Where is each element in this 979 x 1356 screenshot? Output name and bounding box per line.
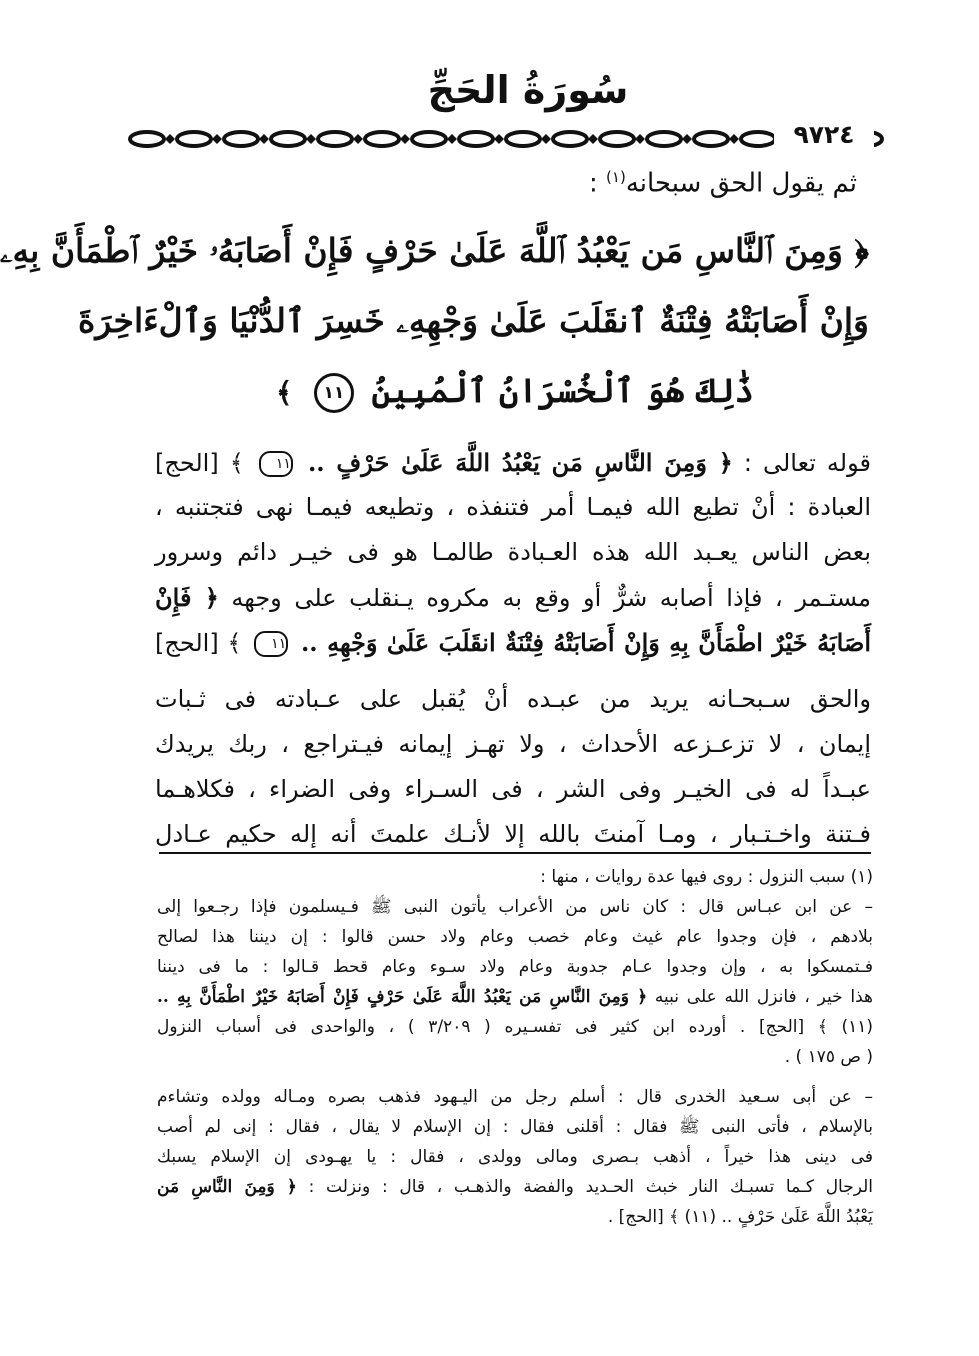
- ornament-diamond: [353, 134, 363, 144]
- intro-colon: :: [589, 168, 598, 199]
- body-line: فـتنة واخـتـبار ، ومـا آمنتَ بالله إلا لأنـك علمتَ أنه إله حكيم عـادل: [155, 820, 871, 848]
- ornament-link: [271, 132, 305, 146]
- ornament-link: [130, 132, 164, 146]
- ornament-link: [412, 132, 446, 146]
- verse-number-marker: ١١: [314, 373, 354, 413]
- verse-number-marker: ١١: [254, 631, 288, 657]
- footnote-line: يَعْبُدُ اللَّهَ عَلَىٰ حَرْفٍ .. (١١) ﴾ [الحج] .: [607, 1207, 873, 1227]
- verse-line-3-text: ذَٰلِكَ هُوَ ٱلْخُسْرَانُ ٱلْمُبِينُ: [371, 371, 754, 410]
- ornament-diamond: [212, 134, 222, 144]
- quran-verse: [0, 216, 869, 426]
- ornament-link: [647, 132, 681, 146]
- footnote-line: – عن أبى سـعيد الخدرى قال : أسلم رجل من اليـهود فذهب بصره ومـاله وولده وتشاءم: [157, 1087, 873, 1107]
- ornament-diamond: [729, 134, 739, 144]
- quote-source: ﴾ [الحج]: [155, 449, 244, 477]
- ornament-link: [177, 132, 211, 146]
- ornament-diamond: [259, 134, 269, 144]
- footnote-text: هذا خير ، فانزل الله على نبيه: [654, 987, 873, 1007]
- footnote-reference: (١): [606, 168, 626, 186]
- ornament-link: [224, 132, 258, 146]
- body-line: العبادة : أنْ تطيع الله فيمـا أمر فتنفذه ، وتطيعه فيمـا نهى فتجتنبه ،: [155, 493, 871, 521]
- ornament-diamond: [588, 134, 598, 144]
- ornament-link: [741, 132, 775, 146]
- footnote-quote: ﴿ وَمِنَ النَّاسِ مَن يَعْبُدُ اللَّهَ عَلَىٰ حَرْفٍ فَإِنْ أَصَابَهُ خَيْرٌ اطْمَأَنَّ بِهِ ..: [157, 987, 648, 1007]
- ornament-diamond: [447, 134, 457, 144]
- verse-line-1: ﴿ وَمِنَ ٱلنَّاسِ مَن يَعْبُدُ ٱللَّهَ عَلَىٰ حَرْفٍ فَإِنْ أَصَابَهُۥ خَيْرٌ ٱطْمَأَنَّ بِهِۦ: [0, 231, 869, 270]
- intro-line: [589, 168, 857, 199]
- body-line: [155, 440, 871, 485]
- ornament-link: [553, 132, 587, 146]
- footnote-line: فى دينى هذا خيراً ، أذهب بـصرى ومالى وولدى ، فقال : يا يهـودى إن الإسلام يسبك: [157, 1147, 873, 1167]
- footnote-line: ( ص ١٧٥ ) .: [784, 1047, 873, 1067]
- intro-text: ثم يقول الحق سبحانه: [625, 168, 857, 199]
- ornament-diamond: [494, 134, 504, 144]
- body-line: عبـداً له فى الخيـر وفى الشر ، فى السـراء وفى الضراء ، فكلاهـما: [155, 775, 871, 803]
- footnotes: [157, 862, 873, 1232]
- ornament-link: [459, 132, 493, 146]
- ornament-link: [600, 132, 634, 146]
- body-line: بعض الناس يعـبد الله هذه العـبادة طالمـا هو فى خيـر دائم وسرور: [155, 538, 871, 566]
- body-line: إيمان ، لا تزعـزعه الأحداث ، ولا تهـز إيمانه فيـتراجع ، ربك يريدك: [155, 730, 871, 758]
- footnote-line: – عن ابن عبـاس قال : كان ناس من الأعراب يأتون النبى ﷺ فـيسلمون فإذا رجـعوا إلى: [157, 897, 873, 917]
- quote-source: ﴾ [الحج]: [155, 629, 242, 657]
- ornament-diamond: [306, 134, 316, 144]
- ornament-diamond: [541, 134, 551, 144]
- footnote-text: الرجال كـما تسبـك النار خبث الحـديد والفضة والذهـب ، قال : ونزلت :: [308, 1177, 874, 1197]
- quote-text: ﴿ وَمِنَ النَّاسِ مَن يَعْبُدُ اللَّهَ عَلَىٰ حَرْفٍ ..: [307, 448, 733, 477]
- footnote-line: بالإسلام ، فأتى النبى ﷺ فقال : أقلنى فقال : إن الإسلام لا يقال ، فقال : إنى لم أصب: [157, 1117, 873, 1137]
- quote-text: ﴿ فَإِنْ: [155, 583, 219, 612]
- ornament-link: [318, 132, 352, 146]
- ornament-link: [506, 132, 540, 146]
- verse-number-marker: ١١: [259, 451, 293, 477]
- body-text: قوله تعالى :: [743, 449, 871, 477]
- chain-ornament: [125, 124, 885, 154]
- verse-line-2: وَإِنْ أَصَابَتْهُ فِتْنَةٌ ٱنقَلَبَ عَلَىٰ وَجْهِهِۦ خَسِرَ ٱلدُّنْيَا وَٱلْءَاخِرَةَ: [78, 301, 869, 340]
- body-line: [155, 620, 871, 665]
- footnote-line: بلادهم ، فإن وجدوا عام غيث وعام خصب وعام ولاد حسن قالوا : إن ديننا هذا لصالح: [157, 927, 873, 947]
- ornament-diamond: [400, 134, 410, 144]
- commentary-body: [155, 440, 871, 857]
- surah-title: سُورَةُ الحَجِّ: [427, 68, 629, 112]
- ornament-diamond: [682, 134, 692, 144]
- footnote-separator: [159, 852, 871, 854]
- quote-text: أَصَابَهُ خَيْرٌ اطْمَأَنَّ بِهِ وَإِنْ أَصَابَتْهُ فِتْنَةٌ انقَلَبَ عَلَىٰ وَجْهِهِ ..: [300, 628, 871, 657]
- ornament-link: [694, 132, 728, 146]
- footnote-line: [157, 982, 873, 1012]
- ornament-link: [365, 132, 399, 146]
- page-number: ٩٧٢٤: [774, 120, 874, 149]
- body-line: [155, 575, 871, 620]
- footnote-quote: ﴿ وَمِنَ النَّاسِ مَن: [157, 1177, 297, 1197]
- ornament-diamond: [635, 134, 645, 144]
- verse-line-3: [157, 356, 869, 426]
- ornament-diamond: [165, 134, 175, 144]
- verse-close-bracket: ﴾: [276, 376, 293, 409]
- body-line: والحق سـبحـانه يريد من عبـده أنْ يُقبل على عـبادته فى ثـبات: [155, 685, 871, 713]
- ornamental-divider: [125, 124, 885, 154]
- footnote-line: [157, 1172, 873, 1202]
- footnote-heading: (١) سبب النزول : روى فيها عدة روايات ، منها :: [540, 867, 873, 887]
- footnote-line: فـتمسكوا به ، وإن وجدوا عـام جدوبة وعام ولاد سـوء وعام قحط قـالوا : ما فى ديننا: [157, 957, 873, 977]
- footnote-line: (١١) ﴾ [الحج] . أورده ابن كثير فى تفسـيره ( ٣/٢٠٩ ) ، والواحدى فى أسباب النزول: [157, 1017, 873, 1037]
- body-text: مستـمر ، فإذا أصابه شرٌّ أو وقع به مكروه يـنقلب على وجهه: [231, 584, 872, 612]
